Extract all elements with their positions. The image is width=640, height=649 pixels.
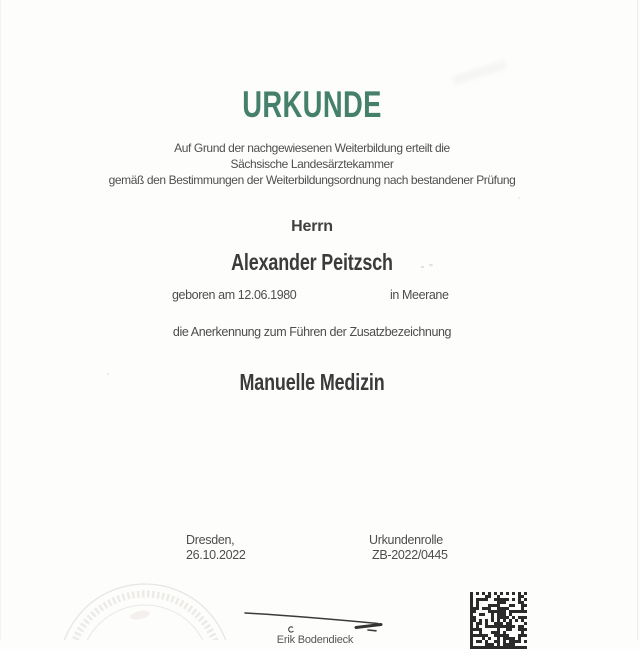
issue-place: Dresden, — [186, 533, 235, 547]
intro-paragraph — [0, 141, 624, 188]
birth-date: geboren am 12.06.1980 — [172, 288, 297, 302]
signatory-name: Erik Bodendieck — [276, 634, 354, 646]
qualification-name: Manuelle Medizin — [239, 369, 385, 395]
roll-block — [369, 533, 448, 563]
birth-place: in Meerane — [390, 288, 449, 302]
scan-edge-line — [637, 0, 638, 640]
scan-streak-artifact — [452, 60, 507, 86]
embossed-seal-icon — [30, 560, 270, 640]
roll-label: Urkundenrolle — [369, 533, 443, 547]
award-line: die Anerkennung zum Führen der Zusatzbezeichnung — [172, 325, 452, 339]
scan-speck — [107, 373, 109, 375]
scan-speck — [518, 197, 520, 199]
intro-line: Auf Grund der nachgewiesenen Weiterbildung erteilt die — [174, 141, 450, 155]
recipient-name: Alexander Peitzsch — [231, 249, 393, 275]
intro-line-issuer: Sächsische Landesärztekammer — [230, 156, 394, 171]
certificate-title: URKUNDE — [242, 84, 382, 125]
scan-speck — [421, 266, 424, 268]
datamatrix-icon — [470, 592, 527, 649]
salutation: Herrn — [291, 218, 333, 235]
roll-number: ZB-2022/0445 — [372, 548, 448, 562]
issue-date: 26.10.2022 — [186, 548, 246, 562]
issue-block — [186, 533, 246, 563]
scan-edge-line — [0, 0, 1, 640]
intro-line: gemäß den Bestimmungen der Weiterbildungsordnung nach bestandener Prüfung — [108, 172, 516, 187]
